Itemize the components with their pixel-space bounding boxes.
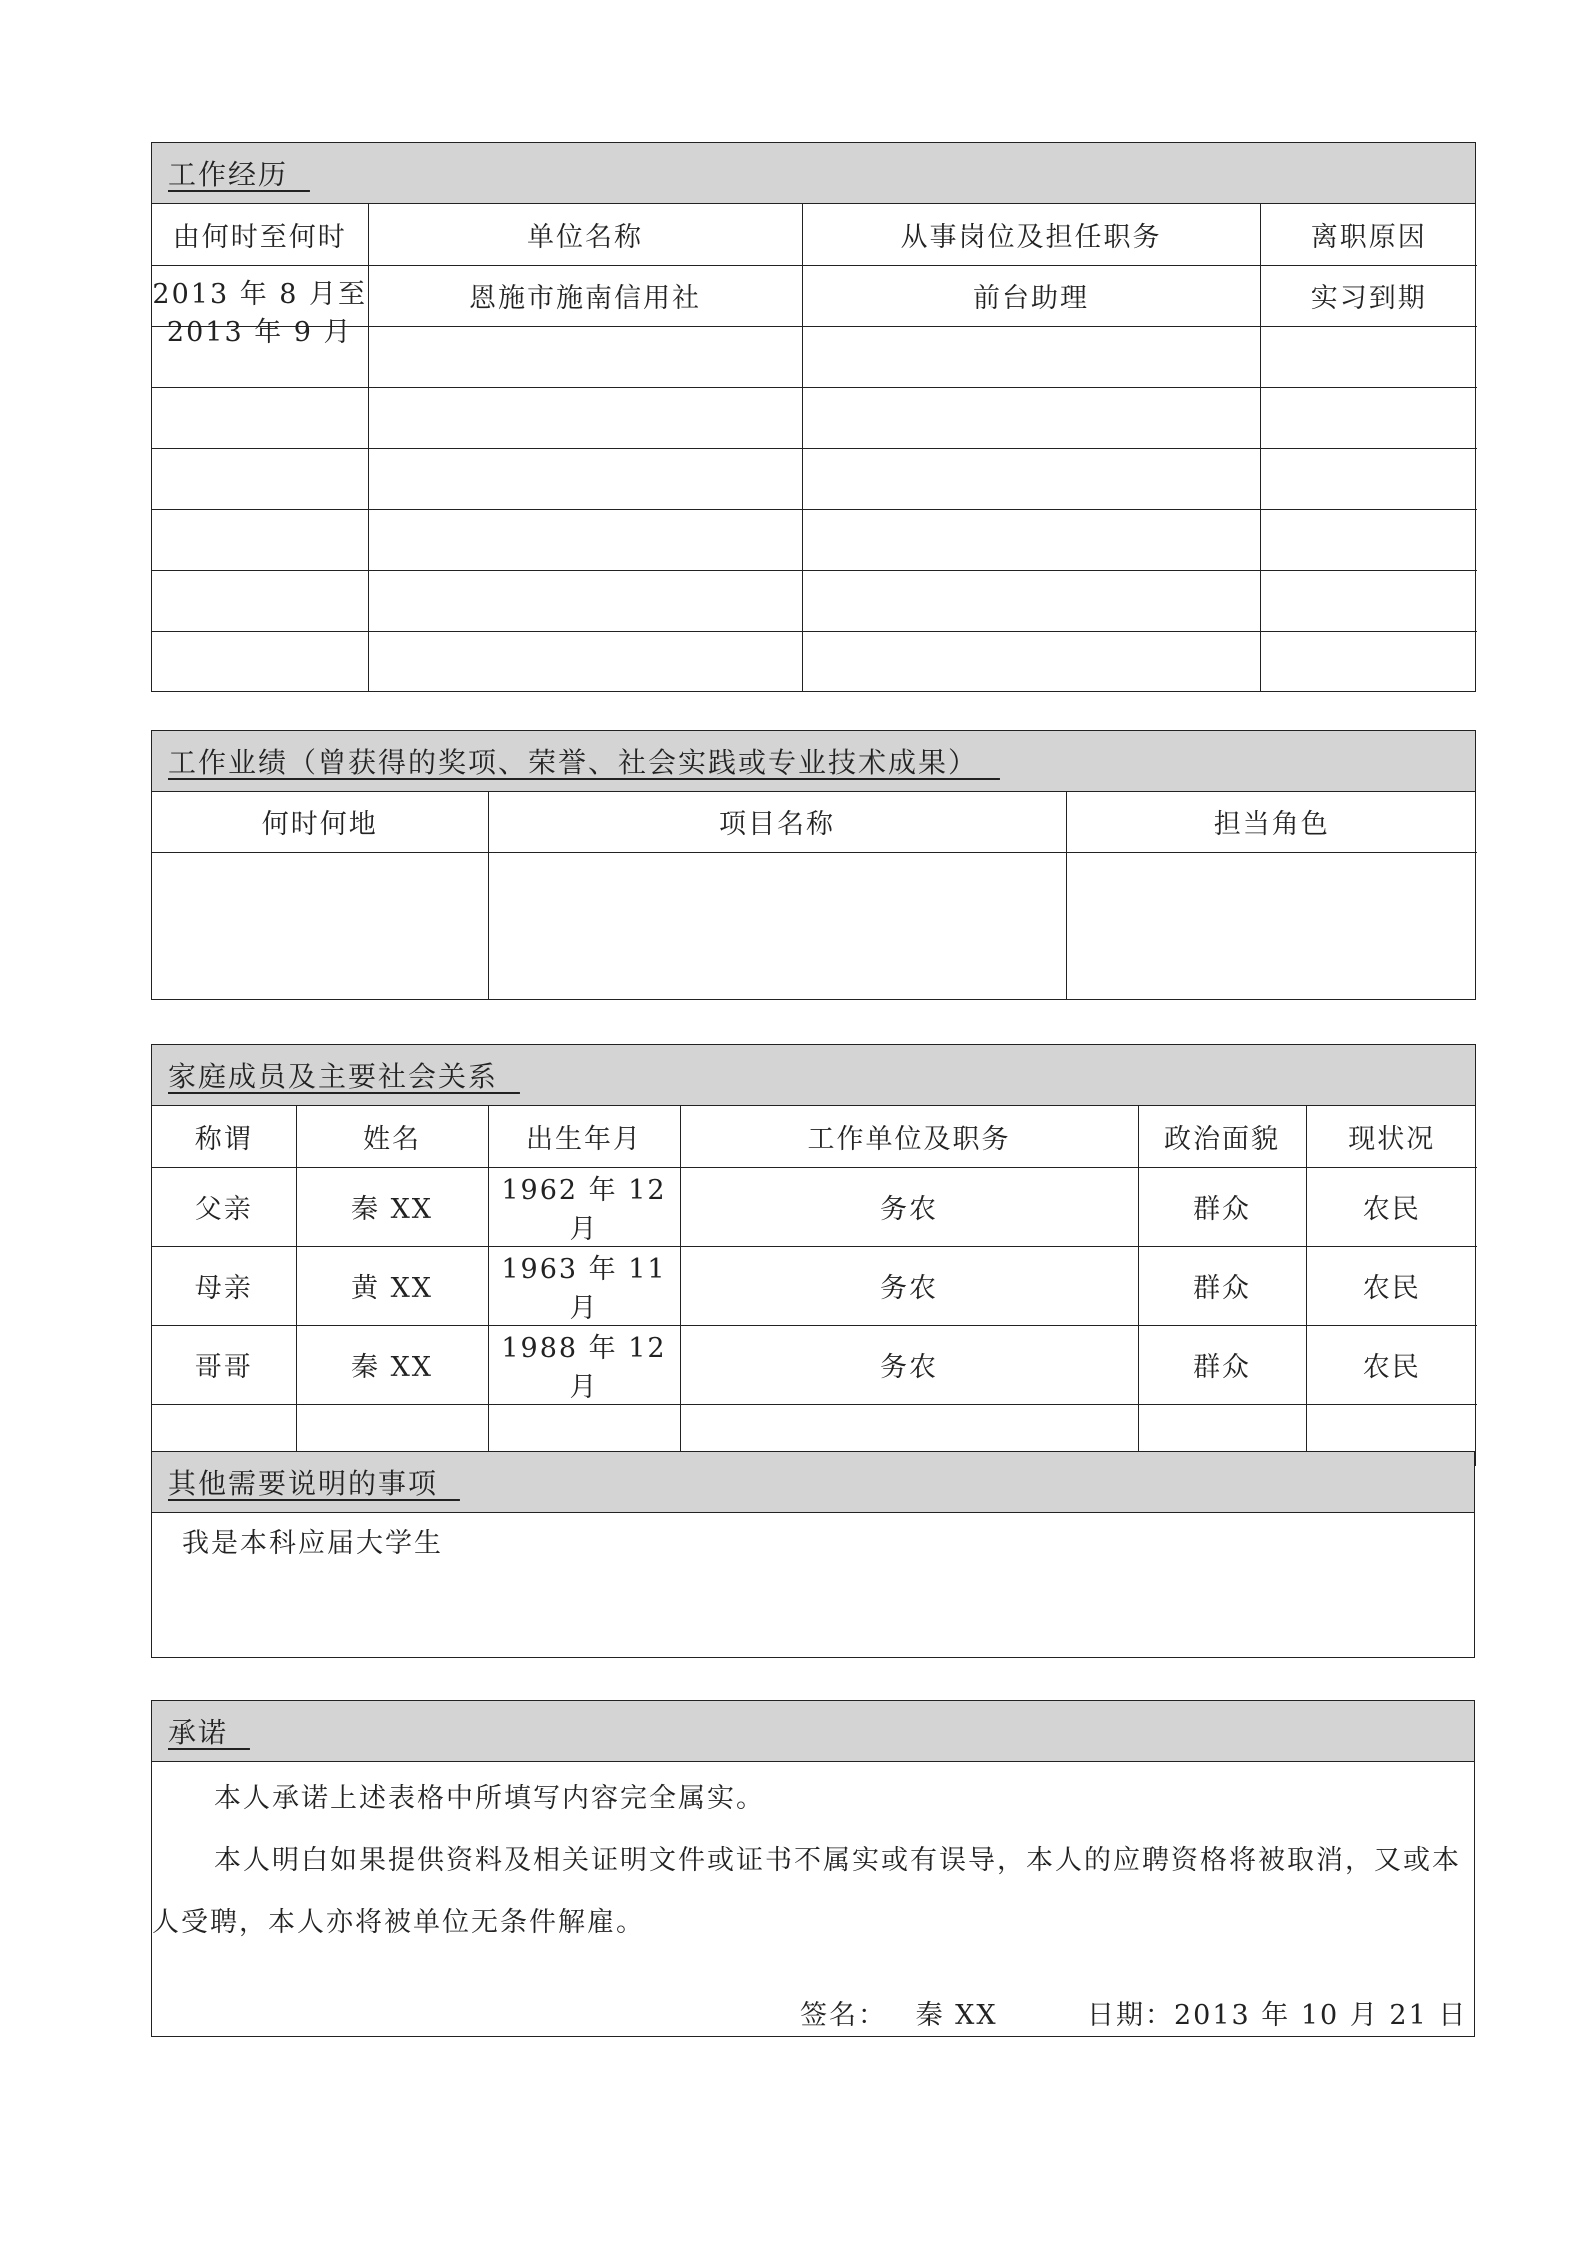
table-row [152, 1167, 1477, 1246]
table-row [152, 387, 1477, 448]
promise-body [152, 1762, 1474, 2036]
cell-workplace: 务农 [680, 1325, 1138, 1404]
work-history-header [152, 143, 1475, 204]
table-row [152, 1325, 1477, 1404]
table-header-row [152, 1106, 1477, 1167]
cell-workplace: 务农 [680, 1246, 1138, 1325]
cell-status: 农民 [1306, 1246, 1477, 1325]
header-position: 从事岗位及担任职务 [802, 204, 1260, 265]
promise-title: 承诺 [168, 1716, 229, 1749]
table-row [152, 1246, 1477, 1325]
family-section [151, 1044, 1476, 1466]
signature-name: 秦 XX [915, 2000, 998, 2031]
cell-name: 秦 XX [296, 1325, 488, 1404]
header-role: 担当角色 [1066, 792, 1477, 852]
notes-section [151, 1451, 1475, 1658]
work-history-title: 工作经历 [168, 158, 289, 191]
header-project: 项目名称 [488, 792, 1066, 852]
family-table [152, 1106, 1477, 1465]
table-row [152, 570, 1477, 631]
promise-line-3: 人受聘，本人亦将被单位无条件解雇。 [152, 1907, 645, 1938]
header-workplace: 工作单位及职务 [680, 1106, 1138, 1167]
cell-name: 秦 XX [296, 1167, 488, 1246]
date-label: 日期： [1087, 2000, 1174, 2031]
header-name: 姓名 [296, 1106, 488, 1167]
promise-line-2: 本人明白如果提供资料及相关证明文件或证书不属实或有误导，本人的应聘资格将被取消，又或本 [214, 1845, 1461, 1876]
signature [800, 1993, 998, 2032]
header-birth: 出生年月 [488, 1106, 680, 1167]
cell-status: 农民 [1306, 1167, 1477, 1246]
achievements-table [152, 792, 1477, 999]
notes-text: 我是本科应届大学生 [182, 1528, 443, 1559]
achievements-header [152, 731, 1475, 792]
achievements-title: 工作业绩（曾获得的奖项、荣誉、社会实践或专业技术成果） [168, 746, 979, 779]
table-header-row [152, 204, 1477, 265]
table-row [152, 509, 1477, 570]
header-leave-reason: 离职原因 [1260, 204, 1477, 265]
cell-name: 黄 XX [296, 1246, 488, 1325]
cell-period-text: 2013 年 8 月至 2013 年 9 月 [152, 278, 368, 348]
header-time-place: 何时何地 [152, 792, 488, 852]
cell-birth: 1962 年 12 月 [488, 1167, 680, 1246]
promise-section [151, 1700, 1475, 2037]
promise-line-1: 本人承诺上述表格中所填写内容完全属实。 [214, 1783, 765, 1814]
header-relation: 称谓 [152, 1106, 296, 1167]
work-history-section [151, 142, 1476, 692]
cell-leave-reason: 实习到期 [1260, 265, 1477, 326]
cell-political: 群众 [1138, 1246, 1306, 1325]
signature-label: 签名： [800, 2000, 887, 2031]
cell-workplace: 务农 [680, 1167, 1138, 1246]
cell-employer: 恩施市施南信用社 [368, 265, 802, 326]
cell-birth: 1988 年 12 月 [488, 1325, 680, 1404]
header-political: 政治面貌 [1138, 1106, 1306, 1167]
notes-title: 其他需要说明的事项 [168, 1467, 439, 1500]
cell-political: 群众 [1138, 1325, 1306, 1404]
cell-period [152, 265, 368, 348]
cell-relation: 父亲 [152, 1167, 296, 1246]
cell-position: 前台助理 [802, 265, 1260, 326]
table-row [152, 448, 1477, 509]
notes-header [152, 1452, 1474, 1513]
family-header [152, 1045, 1475, 1106]
promise-header [152, 1701, 1474, 1762]
header-period: 由何时至何时 [152, 204, 368, 265]
achievements-section [151, 730, 1476, 1000]
cell-political: 群众 [1138, 1167, 1306, 1246]
cell-status: 农民 [1306, 1325, 1477, 1404]
table-row [152, 852, 1477, 999]
sign-date [1087, 1993, 1467, 2032]
header-employer: 单位名称 [368, 204, 802, 265]
work-history-table [152, 204, 1477, 691]
date-value: 2013 年 10 月 21 日 [1174, 2000, 1468, 2031]
header-status: 现状况 [1306, 1106, 1477, 1167]
table-row [152, 631, 1477, 691]
table-header-row [152, 792, 1477, 852]
cell-birth: 1963 年 11 月 [488, 1246, 680, 1325]
table-row [152, 265, 1477, 326]
cell-relation: 哥哥 [152, 1325, 296, 1404]
family-title: 家庭成员及主要社会关系 [168, 1060, 499, 1093]
cell-relation: 母亲 [152, 1246, 296, 1325]
